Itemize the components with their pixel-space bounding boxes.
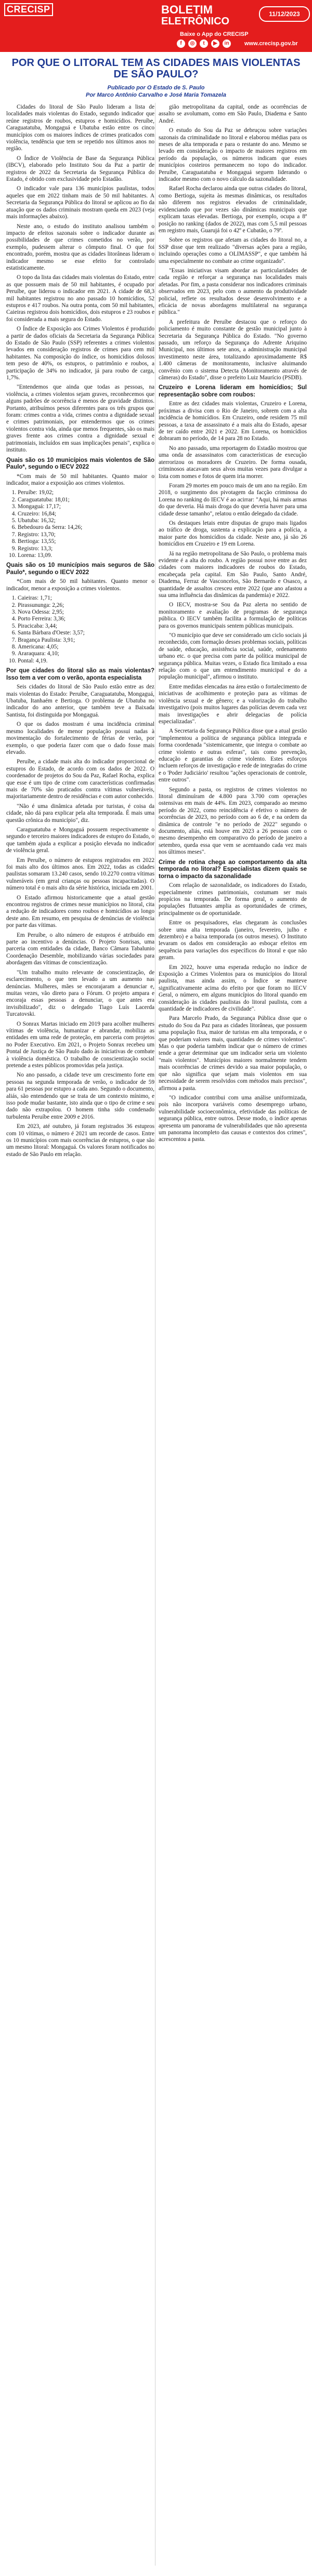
list-note: *Com mais de 50 mil habitantes. Quanto menor o indicador, menor a exposição a crimes violentos.: [6, 578, 154, 592]
issue-date: 11/12/2023: [259, 6, 310, 22]
list-item: 2. Pirassununga: 2,26;: [18, 602, 154, 609]
paragraph: O IECV, mostra-se Sou da Paz alerta no sentido de monitoramento e avaliação de programas de segurança pública. O IECV também facilita a formulação de políticas para os governos municipais sentem públicas municipais.: [159, 602, 307, 629]
list-item: 6. Bebedouro da Serra: 14,26;: [18, 524, 154, 531]
paragraph: Cidades do litoral de São Paulo lideram a lista de localidades mais violentas do Estado, segundo indicador que reúne registros de roubos, estupros e homicídios. Peruíbe, Caraguatatuba, Mongaguá e Ubatuba estão entre os cinco municípios com os maiores índices de crimes praticados com violência, tendência que tem se repetido nos últimos anos no região.: [6, 104, 154, 152]
paragraph: Com relação de sazonalidade, os indicadores do Estado, especialmente crimes patrimoniais, costumam ser mais propícios na temporada. De forma geral, o aumento de populações flutuantes amplia as oportunidades de crimes, principalmente os de oportunidade.: [159, 882, 307, 917]
list-item: 4. Porto Ferreira: 3,36;: [18, 616, 154, 622]
article-column-right: [159, 104, 307, 1146]
paragraph: Neste ano, o estudo do instituto analisou também o impacto de efeitos sazonais sobre o indicador durante as possibilidades de que crimes cometidos no verão, por exemplo, pudessem alterar o cômputo final. O que foi encontrado, porém, mostra que as cidades litorâneas lideram o indicador mesmo se esse efeito for controlado estatisticamente.: [6, 223, 154, 271]
paragraph: O indicador vale para 136 municípios paulistas, todos aqueles que em 2022 tinham mais de 50 mil habitantes. A Secretaria da Segurança Pública do litoral se aplicou ao fio da atuação que os dados criminais mostram queda em 2023 (veja mais informações abaixo).: [6, 185, 154, 220]
twitter-icon[interactable]: t: [200, 39, 208, 48]
bulletin-title: [161, 4, 229, 27]
website-link[interactable]: www.crecisp.gov.br: [244, 41, 298, 47]
section-heading: Quais são os 10 municípios mais violentos de São Paulo*, segundo o IECV 2022: [6, 457, 154, 470]
list-item: 8. Bertioga: 13,55;: [18, 538, 154, 545]
youtube-icon[interactable]: ▶: [211, 39, 219, 48]
paragraph: Em 2023, até outubro, já foram registrados 36 estupros com 10 vítimas, o número é 2021 um recorde de casos. Entre os 10 municípios com mais ocorrências de estupros, o que são um mesmo litoral: Mongaguá. Os valores foram notificados no estado de São Paulo em relação.: [6, 1123, 154, 1158]
list-item: 7. Registro: 13,70;: [18, 532, 154, 538]
list-item: 5. Piracicaba: 3,44;: [18, 623, 154, 630]
paragraph: No ano passado, a cidade teve um crescimento forte em pessoas na segunda temporada de verão, o indicador de 59 para 61 pessoas por estupro a cada ano. Segundo o documento, aliás, são entendendo que se trata de um contexto mínimo, e isso pode mudar bastante, isto ainda que o tipo de crime e seu dado não extrapolou. O homem tinha sido condenado turbulenta Peruíbe entre 2009 e 2016.: [6, 1072, 154, 1120]
crecisp-logo[interactable]: [4, 3, 53, 16]
bulletin-header: [0, 0, 312, 52]
section-heading: Crime de rotina chega ao comportamento da alta temporada no litoral? Especialistas dizem quais se torna o impacto da sazonalidade: [159, 859, 307, 880]
paragraph: A prefeitura de Peruíbe destacou que o reforço do policiamento é muito constante de gestão municipal junto à Secretaria da Segurança Pública do Estado. "No governo passado, um reforço da Segurança do Adrente Ariquino Municipal, nos últimos sete anos, a administração municipal investimento neste área, totalizando aproximadamente R$ 1.400 câmeras de monitoramento, inclusive aluimando convênio com o sistema Detecta (Monitoramento através de câmeras) do Estado", disse o prefeito Luiz Maurício (PSDB).: [159, 318, 307, 381]
paragraph: gião metropolitana da capital, onde as ocorrências de assalto se avolumam, como em São Paulo, Diadema e Santo André.: [159, 104, 307, 124]
paragraph: Foram 29 mortes em pouco mais de um ano na região. Em 2018, o surgimento dos pivotagem da facção criminosa do Lorena no ranking do IECV é ao acirrar: "Aqui, há mais armas do que deveria. Há mais droga do que deveria haver para uma cidade desse tamanho", relatou o então delegado da cidade.: [159, 482, 307, 517]
paragraph: Seis cidades do litoral de São Paulo estão entre as dez mais violentas do Estado: Peruíbe, Caraguatatuba, Mongaguá, Ubatuba, Itanhaém e Bertioga. O problema de Ubatuba no indicador do ano anterior, que também teve a Baixada Santista, foi distinguida por Mongaguá.: [6, 684, 154, 718]
paragraph: Entre medidas elencadas na área estão o fortalecimento de iniciativas de acolhimento e proteção para as vítimas de violência sexual e de gênero; e a valorização do trabalho investigativo (pois muitos lugares das polícias devem cada vez mais investigações e abrir delegacias de polícia especializadas".: [159, 683, 307, 725]
article-column-left: [6, 104, 154, 1161]
paragraph: Caraguatatuba e Mongaguá possuem respectivamente o segundo e terceiro maiores indicadores de estupro do Estado, o que também ajuda a explicar a posição elevada no indicador de violência geral.: [6, 826, 154, 854]
list-item: 10. Pontal: 4,19.: [18, 658, 154, 665]
article-title: POR QUE O LITORAL TEM AS CIDADES MAIS VIOLENTAS DE SÃO PAULO?: [11, 57, 301, 80]
list-item: 8. Americana: 4,05;: [18, 644, 154, 650]
list-item: 1. Peruíbe: 19,02;: [18, 489, 154, 496]
bulletin-title-line1: BOLETIM: [161, 3, 213, 16]
paragraph: Para Marcelo Prado, da Segurança Pública disse que o estudo do Sou da Paz para as cidades litorâneas, que possuem uma população fixa, maior de turistas em alta temporada, e o que poderiam valores mais, quantidades de crimes violentos". Mas o que poderia também indicar que o número de crimes tende a gerar determinar que um indicador seria um violento "mais violentos". Municípios maiores normalmente tendem mais ocorrências de crimes devido a sua maior população, o que não significa que sejam mais violentos em sua necessidade de serem resolvidos com métodos mais precisos", afirmou a pasta.: [159, 1015, 307, 1092]
list-item: 2. Caraguatatuba: 18,01;: [18, 497, 154, 503]
list-item: 9. Araraquara: 4,10;: [18, 650, 154, 657]
article-authors: Por Marco Antônio Carvalho e José Maria Tomazela: [86, 92, 226, 98]
safest-list: [6, 595, 154, 665]
paragraph: O Estado afirmou historicamente que a atual gestão encontrou registros de crimes nesse municípios no litoral, cita a redução de indicadores como roubos e homicídios ao longo deste ano. Em resumo, em pesquisa de denúncias de violência por parte das vítimas.: [6, 894, 154, 929]
paragraph: Rafael Rocha declarou ainda que outras cidades do litoral, como Bertioga, sujeita às mesmas dinâmicas, os resultados não diferem nos registros elevados de criminalidade, evidenciando que por vezes são dinâmicas municipais que explicam taxas elevadas. Bertioga, por exemplo, ocupa a 8ª posição no ranking (dados de 2022), mas com 5,5 mil pessoas em registro mais, Guarujá foi o 42º e Cubatão, o 79º.: [159, 185, 307, 234]
list-item: 7. Bragança Paulista: 3,91;: [18, 637, 154, 644]
section-heading: Quais são os 10 municípios mais seguros de São Paulo*, segundo o IECV 2022: [6, 562, 154, 576]
paragraph: O que os dados mostram é uma incidência criminal mesmo localidades de menor população possui nadas à movimentação do fortalecimento de férias de verão, por exemplo, o que poderia fazer com que o dado fosse mais elevado.: [6, 721, 154, 755]
paragraph: Peruíbe, a cidade mais alta do indicador proporcional de estupros do Estado, de acordo com os dados de 2022. O coordenador de projetos do Sou da Paz, Rafael Rocha, explica que esse é um tipo de crime com características confirmadas mais de 70% são praticados contra vítimas vulneráveis, majoritariamente dentro de residências e com autor conhecido.: [6, 759, 154, 800]
list-item: 4. Cruzeiro: 16,84;: [18, 511, 154, 517]
paragraph: O Índice de Violência de Base da Segurança Pública (IBCV), elaborado pelo Instituto Sou da Paz a partir de registros de 2022 da Secretaria da Segurança Pública do Estado, é obtido com exclusividade pelo Estadão.: [6, 155, 154, 183]
paragraph: Em Peruíbe, o número de estupros registrados em 2022 foi mais alto dos últimos anos. Em 2022, todas as cidades paulistas somaram 13.240 casos, sendo 10.2270 contra vítimas vulneráveis (em geral crianças ou pessoas incapacitadas). O número total é o mais alto da série histórica, iniciada em 2001.: [6, 857, 154, 892]
social-links: [177, 39, 231, 48]
paragraph: "Entendemos que ainda que todas as pessoas, na violência, a crimes violentos sejam graves, reconhecemos que alguns padrões de ocorrência é menos de gravidade distintos. Portanto, atribuímos pesos diferentes para os três grupos que foram: crimes contra a vida, crimes contra a dignidade sexual e crimes patrimoniais, por entendermos que os crimes violentos contra vida, ainda que menos frequentes, são os mais graves frente aos crimes contra a dignidade sexual e patrimoniais, incluídos em suas implicações penais", explica o instituto.: [6, 384, 154, 454]
paragraph: Em Peruíbe, o alto número de estupros é atribuído em parte ao incentivo a denúncias. O Projeto Sonrisas, uma parceria com entidades da cidade, Banco Câmara Tabalunio Coordenação Desemble, mobilizando várias sociedades para abordagem das vítimas de conscientização.: [6, 932, 154, 966]
paragraph: "O indicador contribui com uma análise uniformizada, pois não incorpora variáveis como desemprego urbano, vulnerabilidade socioeconômica, efetividade das políticas de segurança pública, entre outros. Desse modo, o índice apenas apresenta um panorama de vulnerabilidades que não apresenta um panorama incompleto das causas e contextos dos crimes", acrescentou a pasta.: [159, 1094, 307, 1143]
instagram-icon[interactable]: ◎: [188, 39, 197, 48]
paragraph: Já na região metropolitana de São Paulo, o problema mais evidente é a alta do roubo. A região possui nove entre as dez cidades com maiores indicadores de roubos do Estado, encabeçada pela capital. Em São Paulo, Santo André, Diadema, Ferraz de Vasconcelos, São Bernardo e Osasco, a quantidade de assaltos cresceu entre 2022 (que ano afastou a sua uma influência das dinâmicas da pandemia) e 2022.: [159, 550, 307, 599]
paragraph: Segundo a pasta, os registros de crimes violentos no litoral diminuíram de 4.800 para 3.700 com operações ostensivas em mais de 44%. Em 2023, comparado ao mesmo período de 2022, como reincidência é efetivo o número de ocorrências de 2023, no período com ao 6 de, e na ordem da dinâmica de controle "e no período de 2022" segundo o documento, aliás, está houve em 2023 a 26 pessoas com o mesmo desempenho em comparativo do período de janeiro a setembro, queda essa que vem se acentuando cada vez mais nos últimos meses".: [159, 786, 307, 856]
paragraph: Em 2022, houve uma esperada redução no índice de Exposição a Crimes Violentos para os municípios do litoral paulista, mas ainda assim, o Índice se manteve significativamente acima do efeito por que foram no IECV Geral, o número, em alguns municípios do litoral quando em consideração às cidades paulistas do litoral paulista, com a quantidade de indicadores de civilidade".: [159, 964, 307, 1013]
linkedin-icon[interactable]: in: [223, 39, 231, 48]
section-heading: Cruzeiro e Lorena lideram em homicídios; Sul representação sobre com roubos:: [159, 384, 307, 398]
section-heading: Por que cidades do litoral são as mais violentas? Isso tem a ver com o verão, aponta especialista: [6, 668, 154, 681]
list-item: 3. Mongaguá: 17,17;: [18, 503, 154, 510]
paragraph: "Um trabalho muito relevante de conscientização, de esclarecimento, o que tem levado a um aumento nas denúncias. Mulheres, mães se encorajaram a denunciar e, muitas vezes, vão direto para o Fórum. O projeto ampara e encoraja essas pessoas a denunciar, o que antes era invisibilizado", diz o delegado Tiago Luís Lacerda Turcatovski.: [6, 969, 154, 1018]
paragraph: Os destaques letais entre disputas de grupo mais ligados ao tráfico de droga, sustenta a explicação para a polícia, a maior parte dos homicídios da cidade. Neste ano, já são 26 homicídios em Cruzeiro e 19 em Lorena.: [159, 520, 307, 548]
paragraph: "Não é uma dinâmica afetada por turistas, é coisa da cidade, não dá para explicar pela alta temporada. É mais uma questão crônica do município", diz.: [6, 803, 154, 824]
most-violent-list: [6, 489, 154, 559]
list-item: 3. Nova Odessa: 2,95;: [18, 609, 154, 616]
list-item: 10. Lorena: 13,09.: [18, 552, 154, 559]
paragraph: O topo da lista das cidades mais violentas do Estado, entre as que possuem mais de 50 mil habitantes, é ocupado por Peruíbe, que liderou o indicador em 2021. A cidade de 68,3 mil habitantes registrou no ano passado 10 homicídios, 52 estupros e 417 roubos. Na outra ponta, com 50 mil habitantes, Caieiras registrou dois homicídios, dois estupros e 23 roubos e foi considerada a mais segura do Estado.: [6, 274, 154, 323]
app-download-text[interactable]: Baixe o App do CRECISP: [180, 31, 249, 37]
list-note: *Com mais de 50 mil habitantes. Quanto maior o indicador, maior a exposição aos crimes violentos.: [6, 473, 154, 486]
article-byline: [5, 84, 307, 99]
paragraph: Entre as dez cidades mais violentas, Cruzeiro e Lorena, próximas a divisa com o Rio de Janeiro, sobrem com a alta incidência de homicídios. Em Cruzeiro, onde residem 75 mil pessoas, a taxa de assassinato é a mais alta do Estado, apesar de ter caído entre 2021 e 2022. Em Lorena, os homicídios dobraram no período, de 14 para 28 no Estado.: [159, 401, 307, 442]
bulletin-title-line2: ELETRÔNICO: [161, 16, 230, 27]
facebook-icon[interactable]: f: [177, 39, 185, 48]
paragraph: No ano passado, uma reportagem do Estadão mostrou que uma onda de assassinatos com características de execução aterrorizou os moradores de Cruzeiro. De forma ousada, criminosos atacavam seus alvos muitas vezes para divulgar a lista com nomes e fotos de quem iria morrer.: [159, 445, 307, 480]
paragraph: A Secretaria da Segurança Pública disse que a atual gestão "implementou a política de segurança pública integrada e forma coordenada "sistemicamente, que integra o combate ao crime violento e outras esferas", tais como prevenção, educação e garantias do crime violento. Estes esforços incluem reforços de investigação e rede de integradas do crime e o 'Poder Judiciário' resultou "ações operacionais de controle, entre outros".: [159, 728, 307, 784]
list-item: 6. Santa Bárbara d'Oeste: 3,57;: [18, 630, 154, 636]
list-item: 5. Ubatuba: 16,32;: [18, 517, 154, 524]
paragraph: O Sonrax Martas iniciado em 2019 para acolher mulheres vítimas de violência, humanizar e abrandar, mobiliza as entidades em uma rede de proteção, em parceria com projetos no Poder Executivo. Em 2021, o Projeto Sonrax recebeu um Pontal de Justiça de São Paulo dado às iniciativas de combate à violência doméstica. O trabalho de conscientização social pretende a estes públicos promovidas pela justiça.: [6, 1020, 154, 1069]
article-source: Publicado por O Estado de S. Paulo: [107, 85, 205, 91]
list-item: 1. Caieiras: 1,71;: [18, 595, 154, 602]
logo-text: CRECISP: [4, 3, 53, 16]
paragraph: "Essas iniciativas visam abordar as particularidades de cada região e reforçar a segurança nas localidades mais afetadas. Por fim, a pasta considerar nos indicadores criminais observados em 2023, pelo com o aumento da produtividade policial, reflete os resultados desse desenvolvimento e a eficácia de novas abordagens multilateral na segurança pública.": [159, 267, 307, 316]
paragraph: Sobre os registros que afetam as cidades do litoral no, a SSP disse que tem realizado "diversas ações para a região, incluindo operações como a OLIMASSP", e que também há uma especialmente no combate ao crime organizado".: [159, 237, 307, 264]
list-item: 9. Registro: 13,3;: [18, 546, 154, 552]
paragraph: "O município que deve ser considerado um ciclo sociais já reconhecido, com formação desses problemas sociais, políticas de saúde, educação, assistência social, saúde, ordenamento urbano etc. o que precisa com parte da política municipal de segurança pública. Muitas vezes, o Estado fica limitado a essa relação com o que um entendimento municipal e do a população municipal", afirmou o instituto.: [159, 632, 307, 681]
paragraph: O estudo do Sou da Paz se debruçou sobre variações sazonais da criminalidade no litoral e elaborou médias para os meses de alta temporada e para o restante do ano. Mesmo se levado em consideração o impacto de maiores registros em período da população, os números indicam que esses municípios costeiros permanecem no topo do indicador. Peruíbe, Caraguatatuba e Mongaguá seguem liderando o indicador mesmo com o novo cálculo da sazonalidade.: [159, 127, 307, 183]
paragraph: Entre os pesquisadores, elas chegaram às conclusões sobre uma alta temporada (janeiro, fevereiro, julho e dezembro) e a baixa temporada (os outros meses). O Instituto levaram os dados em consideração ao esboçar efeitos em sequência para variações dos específicos do litoral e que não geram.: [159, 920, 307, 961]
paragraph: O Índice de Exposição aos Crimes Violentos é produzido a partir de dados oficiais da Secretaria da Segurança Pública do Estado de São Paulo (SSP) referentes a crimes violentos levados em consideração registros de crimes para cem mil habitantes. Na composição do índice, os homicídios dolosos tem peso de 40%, os estupros, o patrimônio e roubos, a participação de 34% no indicador, já para roubo de carga, 1,7%.: [6, 326, 154, 381]
